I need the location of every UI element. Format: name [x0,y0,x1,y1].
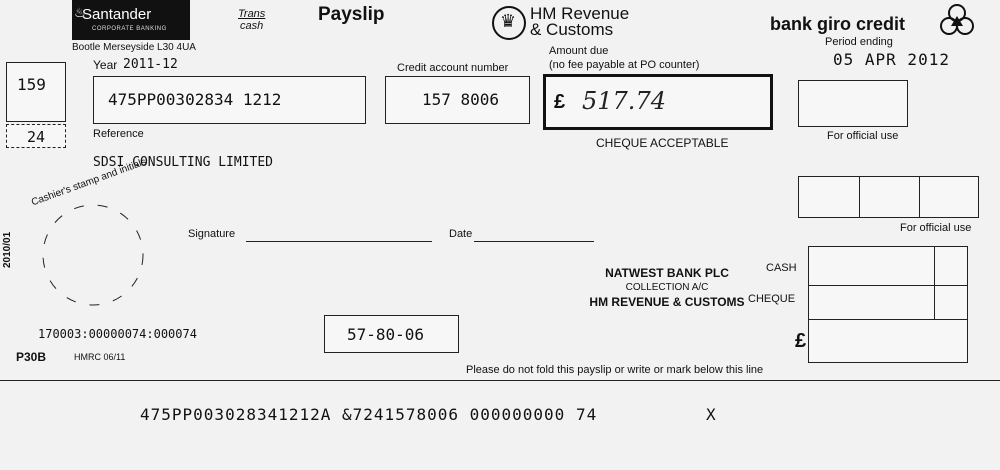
credit-account-label: Credit account number [397,62,509,74]
hmrc-line2: & Customs [530,20,614,39]
cheque-acceptable: CHEQUE ACCEPTABLE [596,136,729,150]
official-use-label-2: For official use [900,222,972,234]
micr-line: 475PP003028341212A &7241578006 000000000 74 [140,405,598,424]
transcash-line2: cash [240,20,264,32]
form-version: HMRC 06/11 [74,352,126,362]
santander-logo [72,0,190,40]
cash-label: CASH [766,262,797,274]
amount-value: 517.74 [582,87,666,115]
amount-currency: £ [554,91,566,113]
period-label: Period ending [825,36,893,48]
code-top: 159 [17,75,46,94]
amount-sublabel: (no fee payable at PO counter) [549,59,700,71]
reference-value: 475PP00302834 1212 [108,90,282,109]
payee-name: HM REVENUE & CUSTOMS [589,295,745,309]
giro-logo-icon [940,4,974,36]
credit-account-box [385,76,530,124]
code-bottom: 24 [27,128,46,146]
transcash-line1: Trans [238,8,266,20]
official-use-box-1 [798,80,908,127]
crown-icon: ♛ [492,6,526,40]
form-year: 2010/01 [2,231,13,268]
transcash-logo [238,8,265,32]
payer-name: SDSI CONSULTING LIMITED [93,155,274,170]
santander-flame-icon: ♨ [74,5,86,20]
micr-x: X [706,405,716,424]
giro-title: bank giro credit [770,14,906,34]
cash-cheque-grid [808,246,968,363]
bank-subname: CORPORATE BANKING [92,26,167,32]
year-value: 2011-12 [123,57,178,72]
total-currency: £ [795,330,807,352]
period-value: 05 APR 2012 [833,50,950,69]
credit-account-value: 157 8006 [422,90,500,109]
stamp-label: Cashier's stamp and initials [30,156,148,209]
reference-box [93,76,366,124]
official-use-box-2 [798,176,979,218]
serial-number: 170003:00000074:000074 [38,327,197,341]
payee-collection: COLLECTION A/C [625,282,709,293]
sort-code: 57-80-06 [347,325,425,344]
hmrc-line1: HM Revenue [530,4,630,23]
year-label: Year [93,58,118,72]
code-box-bottom [6,124,66,148]
bank-name: Santander [82,6,152,23]
payee-bank: NATWEST BANK PLC [605,266,729,280]
date-label: Date [449,228,473,240]
page-title: Payslip [318,4,385,25]
form-code: P30B [16,350,47,364]
code-box-top [6,62,66,122]
cashier-stamp-area [28,190,158,320]
hmrc-logo [530,6,629,38]
tear-line [0,380,1000,381]
fold-note: Please do not fold this payslip or write or mark below this line [466,364,764,376]
reference-label: Reference [93,128,144,140]
sort-code-box [324,315,459,353]
official-use-label-1: For official use [827,130,899,142]
date-line[interactable] [474,241,594,242]
signature-label: Signature [188,228,236,240]
signature-line[interactable] [246,241,432,242]
cheque-label: CHEQUE [748,293,796,305]
bank-address: Bootle Merseyside L30 4UA [72,42,196,53]
amount-label: Amount due [549,45,609,57]
amount-box [543,74,773,130]
